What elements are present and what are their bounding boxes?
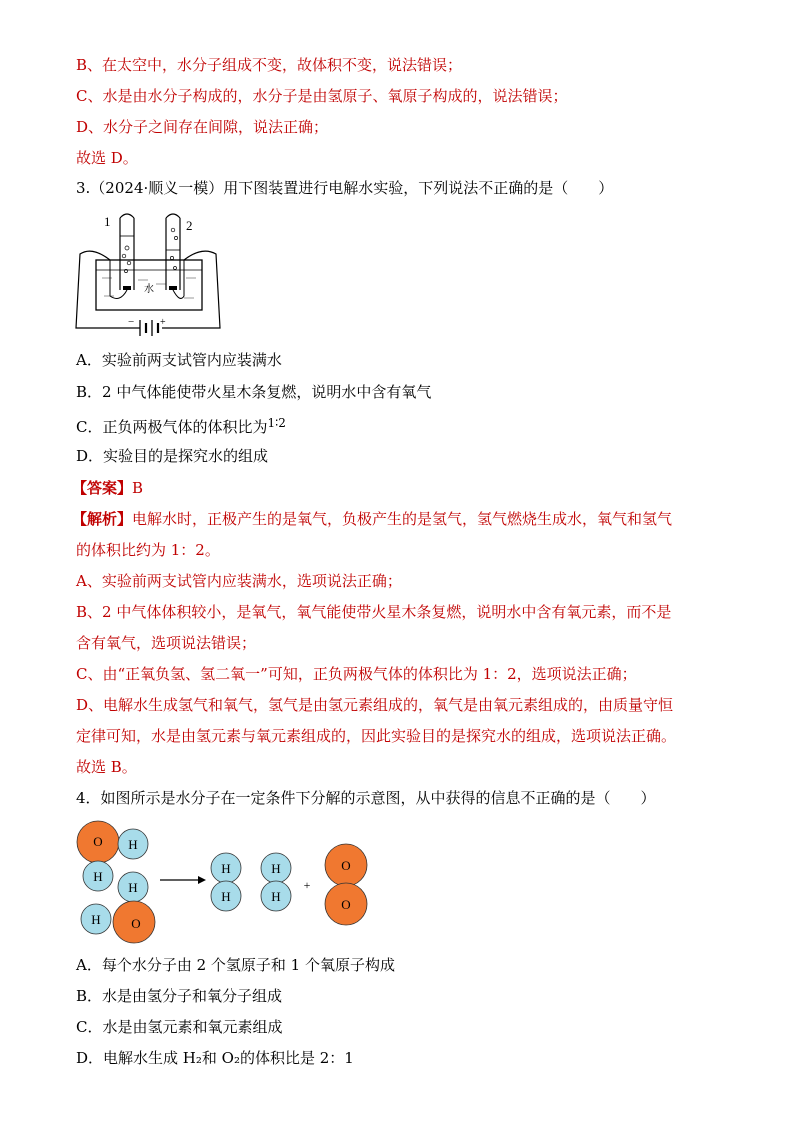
tube-1-label: 1 bbox=[104, 214, 111, 229]
analysis-line-6: C、由“正氧负氢、氢二氧一”可知，正负两极气体的体积比为 1：2，选项说法正确； bbox=[76, 665, 637, 683]
tube-2-label: 2 bbox=[186, 218, 193, 233]
svg-text:H: H bbox=[221, 861, 231, 876]
q3-answer bbox=[72, 478, 143, 498]
q3-option-c-text: C．正负两极气体的体积比为 bbox=[76, 418, 268, 436]
explanation-line-b: B、在太空中，水分子组成不变，故体积不变，说法错误； bbox=[76, 56, 463, 74]
explanation-conclusion: 故选 D。 bbox=[76, 149, 138, 167]
q3-option-a: A．实验前两支试管内应装满水 bbox=[76, 351, 282, 369]
analysis-line-3: A、实验前两支试管内应装满水，选项说法正确； bbox=[76, 572, 402, 590]
svg-text:H: H bbox=[93, 869, 103, 884]
q4-stem: 4．如图所示是水分子在一定条件下分解的示意图，从中获得的信息不正确的是（ ） bbox=[76, 789, 656, 807]
svg-text:O: O bbox=[131, 916, 141, 931]
q3-stem: 3.（2024·顺义一模）用下图装置进行电解水实验，下列说法不正确的是（ ） bbox=[76, 179, 614, 197]
svg-text:H: H bbox=[128, 880, 138, 895]
svg-text:H: H bbox=[128, 837, 138, 852]
svg-text:H: H bbox=[271, 889, 281, 904]
svg-text:H: H bbox=[91, 912, 101, 927]
analysis-line-5: 含有氧气，选项说法错误； bbox=[76, 634, 257, 652]
q3-analysis-first bbox=[72, 509, 672, 529]
analysis-line-2: 的体积比约为 1：2。 bbox=[76, 541, 220, 559]
svg-text:O: O bbox=[341, 897, 351, 912]
q4-option-a: A．每个水分子由 2 个氢原子和 1 个氧原子构成 bbox=[76, 956, 395, 974]
analysis-tag: 【解析】 bbox=[72, 510, 133, 528]
q4-option-d: D．电解水生成 H₂和 O₂的体积比是 2：1 bbox=[76, 1049, 354, 1067]
q4-option-b: B．水是由氢分子和氧分子组成 bbox=[76, 987, 283, 1005]
explanation-line-c: C、水是由水分子构成的，水分子是由氢原子、氧原子构成的，说法错误； bbox=[76, 87, 568, 105]
answer-tag: 【答案】 bbox=[72, 479, 133, 497]
svg-text:O: O bbox=[341, 858, 351, 873]
analysis-line-7: D、电解水生成氢气和氧气，氢气是由氢元素组成的，氧气是由氧元素组成的，由质量守恒 bbox=[76, 696, 674, 714]
explanation-line-d: D、水分子之间存在间隙，说法正确； bbox=[76, 118, 329, 136]
q3-option-c-ratio: 1∶2 bbox=[267, 416, 286, 430]
plus-label: + bbox=[160, 317, 166, 328]
svg-text:H: H bbox=[271, 861, 281, 876]
svg-text:H: H bbox=[221, 889, 231, 904]
plus-sign: + bbox=[303, 878, 311, 892]
analysis-line-4: B、2 中气体体积较小，是氧气，氧气能使带火星木条复燃，说明水中含有氧元素，而不是 bbox=[76, 603, 672, 621]
analysis-line-1: 电解水时，正极产生的是氧气，负极产生的是氢气，氢气燃烧生成水，氧气和氢气 bbox=[132, 510, 673, 528]
answer-value: B bbox=[132, 479, 144, 497]
q4-option-c: C．水是由氢元素和氧元素组成 bbox=[76, 1018, 283, 1036]
analysis-line-8: 定律可知，水是由氢元素与氧元素组成的，因此实验目的是探究水的组成，选项说法正确。 bbox=[76, 727, 677, 745]
analysis-line-9: 故选 B。 bbox=[76, 758, 137, 776]
q3-option-d: D．实验目的是探究水的组成 bbox=[76, 447, 269, 465]
electrolysis-apparatus-figure bbox=[74, 208, 226, 336]
svg-text:O: O bbox=[93, 834, 103, 849]
water-decomposition-figure bbox=[74, 818, 374, 946]
water-label: 水 bbox=[144, 284, 154, 295]
q3-option-b: B．2 中气体能使带火星木条复燃，说明水中含有氧气 bbox=[76, 383, 432, 401]
minus-label: − bbox=[128, 316, 135, 328]
q3-option-c bbox=[76, 413, 286, 437]
